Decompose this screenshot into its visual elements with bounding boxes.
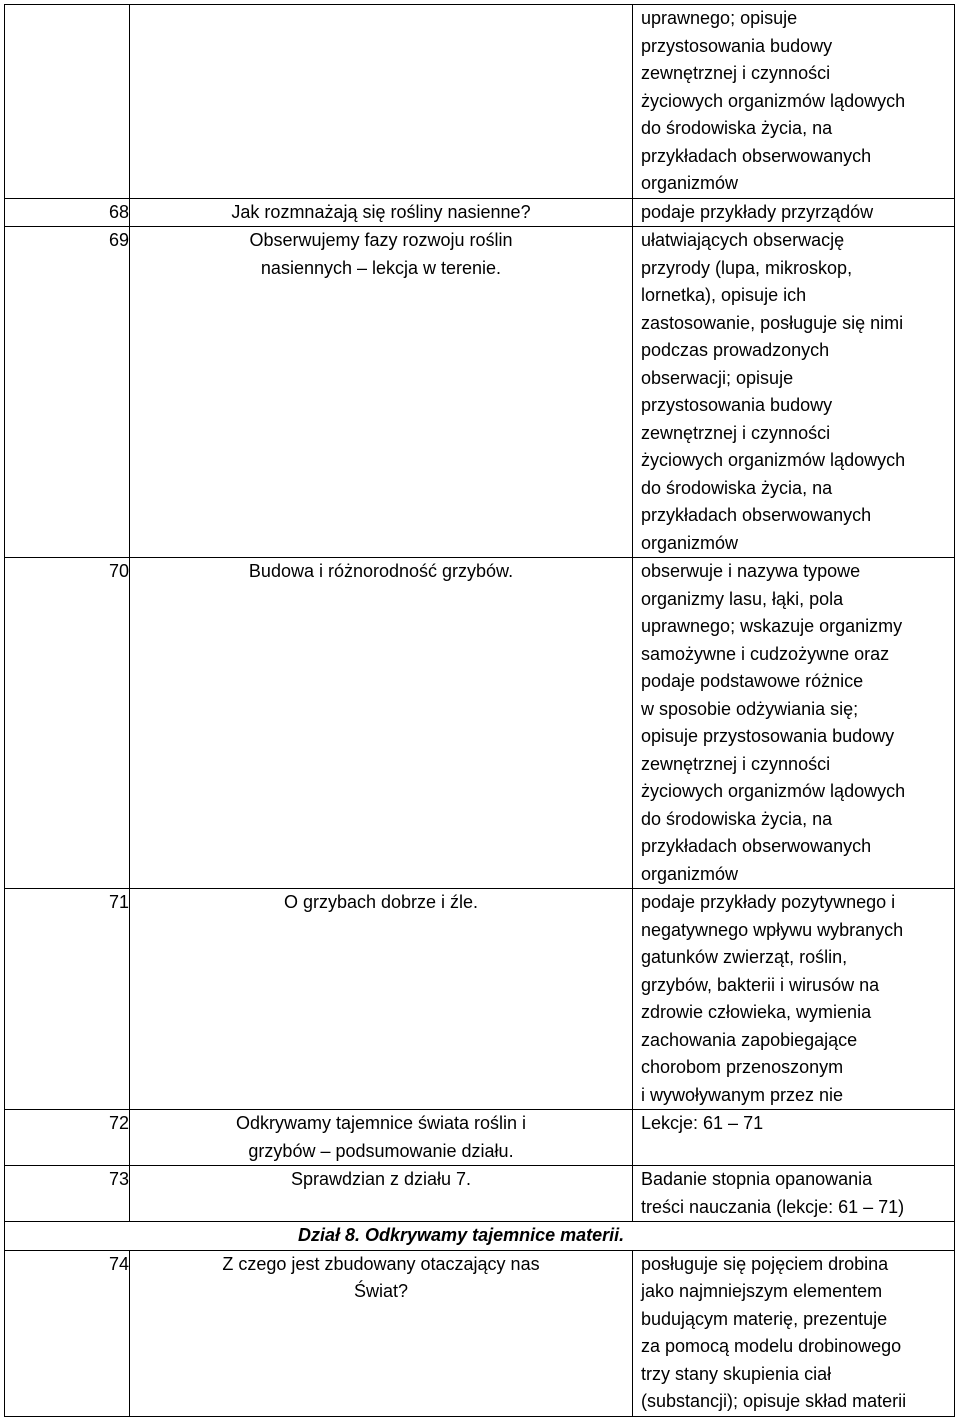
lesson-requirements	[633, 1250, 955, 1416]
lesson-requirements-line: uprawnego; wskazuje organizmy	[641, 616, 903, 636]
lesson-topic	[130, 227, 633, 558]
lesson-number: 69	[5, 227, 130, 558]
lesson-requirements-line: zastosowanie, posługuje się nimi	[641, 312, 904, 333]
lesson-requirements-line: zewnętrznej i czynności	[641, 63, 831, 83]
lesson-requirements-line: budującym materię, prezentuje	[641, 1308, 888, 1329]
lesson-requirements-line: do środowiska życia, na	[641, 477, 833, 498]
lesson-requirements-line: podczas prowadzonych	[641, 340, 830, 360]
lesson-requirements-line: zdrowie człowieka, wymienia	[641, 1002, 872, 1022]
table-row	[5, 1110, 955, 1166]
lesson-number: 68	[5, 198, 130, 227]
section-heading: Dział 8. Odkrywamy tajemnice materii.	[5, 1222, 955, 1251]
lesson-topic-line: Jak rozmnażają się rośliny nasienne?	[231, 201, 531, 222]
lesson-requirements	[633, 5, 955, 199]
table-row	[5, 198, 955, 227]
lesson-plan-body	[5, 5, 955, 1417]
lesson-requirements	[633, 227, 955, 558]
lesson-number	[5, 5, 130, 199]
lesson-requirements-line: do środowiska życia, na	[641, 808, 833, 829]
lesson-requirements-line: życiowych organizmów lądowych	[641, 781, 906, 801]
lesson-requirements-line: przyrody (lupa, mikroskop,	[641, 257, 853, 278]
lesson-topic	[130, 198, 633, 227]
lesson-topic-line: O grzybach dobrze i źle.	[283, 892, 479, 912]
section-row	[5, 1222, 955, 1251]
lesson-requirements-line: podaje podstawowe różnice	[641, 671, 864, 691]
lesson-requirements-line: opisuje przystosowania budowy	[641, 726, 895, 746]
lesson-requirements-line: organizmów	[641, 532, 739, 553]
lesson-requirements-line: ułatwiających obserwację	[641, 230, 845, 250]
lesson-topic-line: grzybów – podsumowanie działu.	[248, 1140, 514, 1161]
table-row	[5, 558, 955, 889]
lesson-requirements-line: przystosowania budowy	[641, 35, 833, 56]
table-row	[5, 889, 955, 1110]
lesson-requirements-line: lornetka), opisuje ich	[641, 285, 807, 305]
lesson-requirements-line: w sposobie odżywiania się;	[641, 698, 859, 719]
lesson-requirements-line: życiowych organizmów lądowych	[641, 450, 906, 470]
lesson-requirements	[633, 198, 955, 227]
lesson-requirements-line: do środowiska życia, na	[641, 118, 833, 138]
lesson-topic-line: Budowa i różnorodność grzybów.	[248, 561, 514, 581]
lesson-topic-line: Obserwujemy fazy rozwoju roślin	[249, 230, 513, 250]
lesson-topic	[130, 558, 633, 889]
lesson-requirements	[633, 889, 955, 1110]
lesson-topic	[130, 1166, 633, 1222]
lesson-requirements-line: treści nauczania (lekcje: 61 – 71)	[641, 1196, 905, 1217]
lesson-topic	[130, 1250, 633, 1416]
lesson-topic-line: Sprawdzian z działu 7.	[290, 1169, 472, 1189]
table-row	[5, 5, 955, 199]
lesson-requirements-line: posługuje się pojęciem drobina	[641, 1253, 889, 1274]
lesson-topic	[130, 5, 633, 199]
lesson-number: 71	[5, 889, 130, 1110]
lesson-requirements-line: gatunków zwierząt, roślin,	[641, 947, 848, 967]
lesson-requirements-line: zewnętrznej i czynności	[641, 753, 831, 774]
lesson-requirements-line: Lekcje: 61 – 71	[641, 1113, 764, 1133]
lesson-topic-line: Świat?	[353, 1281, 409, 1301]
lesson-requirements-line: przykładach obserwowanych	[641, 836, 872, 856]
lesson-requirements-line: jako najmniejszym elementem	[641, 1281, 883, 1301]
lesson-requirements-line: i wywoływanym przez nie	[641, 1084, 844, 1105]
lesson-requirements	[633, 1166, 955, 1222]
lesson-requirements-line: negatywnego wpływu wybranych	[641, 919, 904, 940]
lesson-requirements-line: samożywne i cudzożywne oraz	[641, 643, 890, 664]
lesson-requirements-line: zachowania zapobiegające	[641, 1029, 858, 1050]
lesson-topic-line: Odkrywamy tajemnice świata roślin i	[235, 1113, 527, 1133]
lesson-requirements-line: przykładach obserwowanych	[641, 145, 872, 166]
lesson-requirements-line: organizmów	[641, 863, 739, 884]
lesson-plan-table	[4, 4, 955, 1417]
lesson-requirements-line: podaje przykłady przyrządów	[641, 201, 874, 222]
lesson-requirements-line: trzy stany skupienia ciał	[641, 1363, 832, 1384]
lesson-requirements-line: zewnętrznej i czynności	[641, 422, 831, 443]
lesson-requirements-line: uprawnego; opisuje	[641, 8, 798, 28]
lesson-requirements-line: obserwuje i nazywa typowe	[641, 561, 861, 581]
table-row	[5, 1250, 955, 1416]
lesson-requirements-line: obserwacji; opisuje	[641, 367, 794, 388]
lesson-requirements-line: za pomocą modelu drobinowego	[641, 1336, 902, 1356]
lesson-topic	[130, 889, 633, 1110]
lesson-topic	[130, 1110, 633, 1166]
lesson-requirements-line: podaje przykłady pozytywnego i	[641, 892, 896, 912]
lesson-requirements-line: organizmy lasu, łąki, pola	[641, 588, 844, 609]
lesson-requirements	[633, 558, 955, 889]
lesson-topic-line: nasiennych – lekcja w terenie.	[260, 257, 502, 278]
lesson-requirements-line: Badanie stopnia opanowania	[641, 1169, 873, 1189]
table-row	[5, 1166, 955, 1222]
lesson-number: 73	[5, 1166, 130, 1222]
lesson-requirements-line: przykładach obserwowanych	[641, 505, 872, 525]
lesson-number: 74	[5, 1250, 130, 1416]
lesson-requirements-line: (substancji); opisuje skład materii	[641, 1391, 907, 1411]
lesson-requirements-line: organizmów	[641, 173, 739, 193]
lesson-topic-line: Z czego jest zbudowany otaczający nas	[222, 1253, 540, 1274]
lesson-requirements	[633, 1110, 955, 1166]
lesson-requirements-line: przystosowania budowy	[641, 395, 833, 415]
lesson-requirements-line: grzybów, bakterii i wirusów na	[641, 974, 880, 995]
lesson-requirements-line: życiowych organizmów lądowych	[641, 90, 906, 111]
table-row	[5, 227, 955, 558]
lesson-number: 72	[5, 1110, 130, 1166]
lesson-requirements-line: chorobom przenoszonym	[641, 1057, 844, 1077]
lesson-number: 70	[5, 558, 130, 889]
